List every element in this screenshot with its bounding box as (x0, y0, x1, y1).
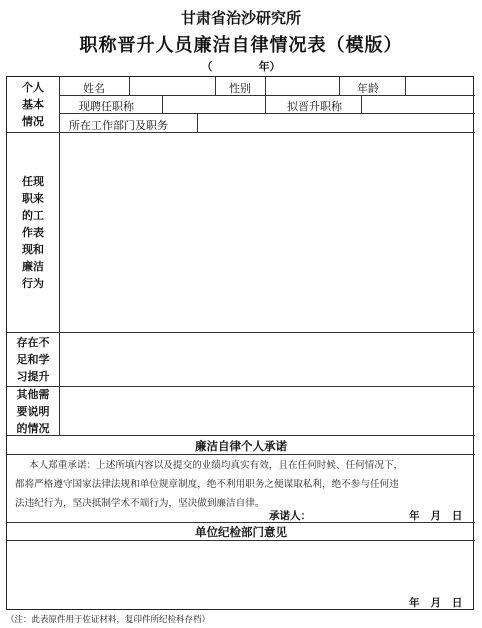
year-open-paren: （ (201, 60, 213, 73)
conduct-field[interactable] (60, 133, 474, 331)
pledge-line-3: 法违纪行为，坚决抵制学术不端行为，坚决做到廉洁自律。 (15, 498, 265, 509)
age-field[interactable] (406, 78, 474, 95)
col-line (339, 77, 340, 95)
gender-field[interactable] (266, 78, 338, 95)
name-label: 姓名 (83, 82, 105, 95)
current-title-label: 现聘任职称 (79, 100, 134, 113)
signer-label: 承诺人： (269, 510, 311, 522)
year-line (0, 58, 482, 74)
form-table (6, 76, 474, 610)
target-title-label: 拟晋升职称 (287, 100, 342, 113)
row-line (7, 522, 475, 523)
form-title: 职称晋升人员廉洁自律情况表（模版） (79, 35, 403, 56)
other-notes-label: 其他需 要说明 的情况 (16, 388, 50, 435)
dept-field[interactable] (198, 114, 474, 132)
opinion-date: 年 月 日 (409, 597, 463, 609)
age-label: 年龄 (357, 82, 379, 95)
row-line (7, 435, 475, 436)
signer-field[interactable] (311, 505, 401, 521)
dept-opinion-field[interactable] (8, 541, 474, 593)
year-label: 年） (258, 60, 281, 73)
pledge-line-2: 都将严格遵守国家法律法规和单位规章制度，绝不利用职务之便谋取私利，绝不参与任何违 (15, 479, 399, 490)
improvement-label: 存在不 足和学 习提升 (16, 336, 50, 383)
target-title-field[interactable] (362, 96, 474, 113)
gender-label: 性别 (229, 82, 251, 95)
row-line (7, 454, 475, 455)
conduct-label: 任现 职来 的工 作表 现和 廉洁 行为 (22, 175, 44, 290)
dept-opinion-title: 单位纪检部门意见 (195, 525, 287, 539)
name-field[interactable] (130, 78, 214, 95)
basic-info-label: 个人 基本 情况 (22, 81, 44, 128)
footnote: （注：此表原件用于佐证材料，复印件所纪检科存档） (6, 615, 211, 625)
dept-label: 所在工作部门及职务 (69, 119, 168, 132)
org-title: 甘肃省治沙研究所 (180, 9, 301, 27)
pledge-line-1: 本人郑重承诺：上述所填内容以及提交的业绩均真实有效，且在任何时候、任何情况下， (29, 460, 404, 471)
other-notes-field[interactable] (60, 387, 474, 434)
improvement-field[interactable] (60, 333, 474, 385)
pledge-title: 廉洁自律个人承诺 (195, 439, 287, 453)
col-line (215, 77, 216, 95)
current-title-field[interactable] (163, 96, 264, 113)
pledge-date: 年 月 日 (409, 510, 463, 522)
